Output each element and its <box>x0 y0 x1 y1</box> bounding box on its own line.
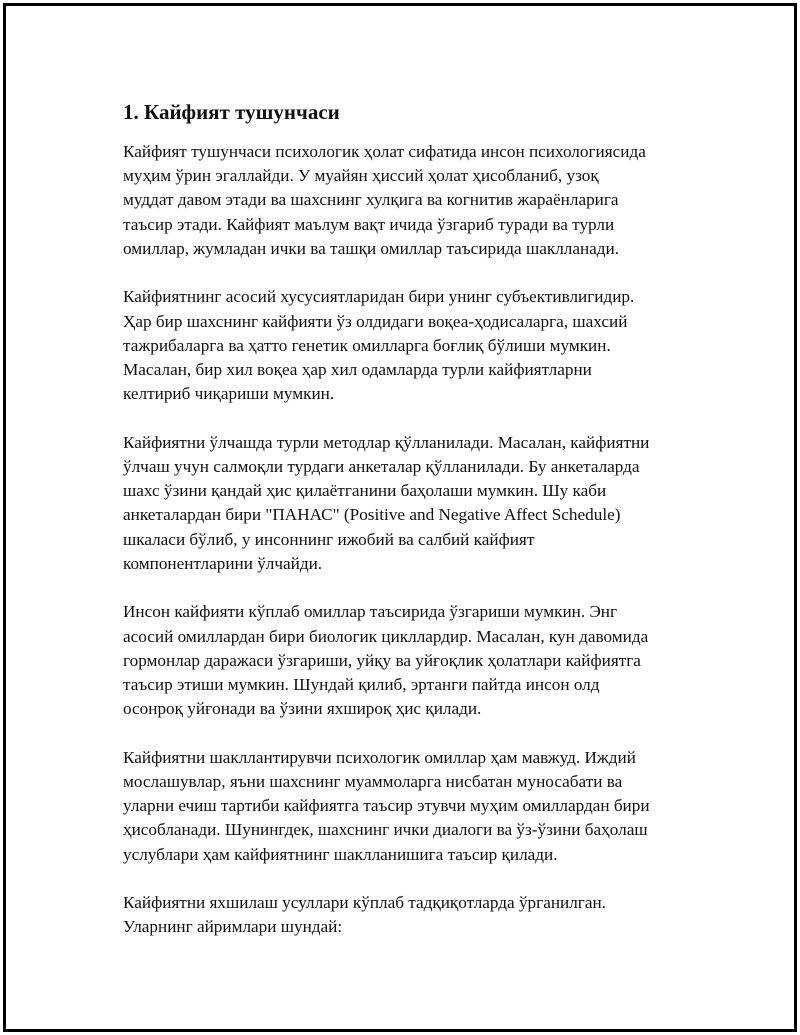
paragraph-line: Масалан, бир хил воқеа ҳар хил одамларда турли кайфиятларни <box>123 360 592 380</box>
paragraph-line: тажрибаларга ва ҳатто генетик омилларга боғлиқ бўлиши мумкин. <box>123 335 611 355</box>
paragraph-line: Кайфиятни шакллантирувчи психологик омиллар ҳам мавжуд. Иждий <box>123 747 636 767</box>
paragraph-line: асосий омиллардан бири биологик цикллардир. Масалан, кун давомида <box>123 626 649 646</box>
paragraph-line: Инсон кайфияти кўплаб омиллар таъсирида ўзгариши мумкин. Энг <box>123 602 618 622</box>
paragraph-line: ҳисобланади. Шунингдек, шахснинг ички диалоги ва ўз-ўзини баҳолаш <box>123 820 648 840</box>
paragraph-line: келтириб чиқариши мумкин. <box>123 384 335 404</box>
paragraph-line: Кайфиятни ўлчашда турли методлар қўлланилади. Масалан, кайфиятни <box>123 432 650 452</box>
paragraph-line: Кайфият тушунчаси психологик ҳолат сифатида инсон психологиясида <box>123 142 646 161</box>
document-content <box>123 98 713 940</box>
paragraph <box>123 431 713 576</box>
paragraph <box>123 600 713 721</box>
paragraph-line: Кайфиятни яхшилаш усуллари кўплаб тадқиқотларда ўрганилган. <box>123 893 606 913</box>
page-frame <box>3 3 797 1032</box>
paragraph <box>123 285 713 406</box>
paragraph-line: Уларнинг айримлари шундай: <box>123 917 343 937</box>
paragraph <box>123 746 713 867</box>
paragraph-line: таъсир этади. Кайфият маълум вақт ичида ўзгариб туради ва турли <box>123 214 615 234</box>
paragraph-line: муддат давом этади ва шахснинг хулқига ва когнитив жараёнларига <box>123 190 619 210</box>
paragraph <box>123 140 713 261</box>
paragraph-list <box>123 140 713 940</box>
paragraph-line: гормонлар даражаси ўзгариши, уйқу ва уйғоқлик ҳолатлари кайфиятга <box>123 650 641 670</box>
paragraph-line: шкаласи бўлиб, у инсоннинг ижобий ва салбий кайфият <box>123 529 535 549</box>
paragraph-line: мослашувлар, яъни шахснинг муаммоларга нисбатан муносабати ва <box>123 772 623 792</box>
paragraph-line: компонентларини ўлчайди. <box>123 553 323 573</box>
paragraph-line: осонроқ уйғонади ва ўзини яхшироқ ҳис қилади. <box>123 699 482 719</box>
paragraph-line: муҳим ўрин эгаллайди. У муайян ҳиссий ҳолат ҳисобланиб, узоқ <box>123 166 599 186</box>
paragraph-line: ўлчаш учун салмоқли турдаги анкеталар қўлланилади. Бу анкеталарда <box>123 457 640 477</box>
paragraph-line: таъсир этиши мумкин. Шундай қилиб, эртанги пайтда инсон олд <box>123 675 600 695</box>
paragraph-line: шахс ўзини қандай ҳис қилаётганини баҳолаши мумкин. Шу каби <box>123 481 607 501</box>
paragraph <box>123 891 713 939</box>
paragraph-line: Кайфиятнинг асосий хусусиятларидан бири унинг субъективлигидир. <box>123 287 635 307</box>
paragraph-line: омиллар, жумладан ички ва ташқи омиллар таъсирида шаклланади. <box>123 238 620 258</box>
paragraph-line: уларни ечиш тартиби кайфиятга таъсир этувчи муҳим омиллардан бири <box>123 796 650 816</box>
section-heading: 1. Кайфият тушунчаси <box>123 100 340 124</box>
paragraph-line: услублари ҳам кайфиятнинг шаклланишига таъсир қилади. <box>123 844 558 864</box>
paragraph-line: Ҳар бир шахснинг кайфияти ўз олдидаги воқеа-ҳодисаларга, шахсий <box>123 311 628 331</box>
paragraph-line: анкеталардан бири "ПАНАС" (Positive and Negative Affect Schedule) <box>123 505 621 525</box>
